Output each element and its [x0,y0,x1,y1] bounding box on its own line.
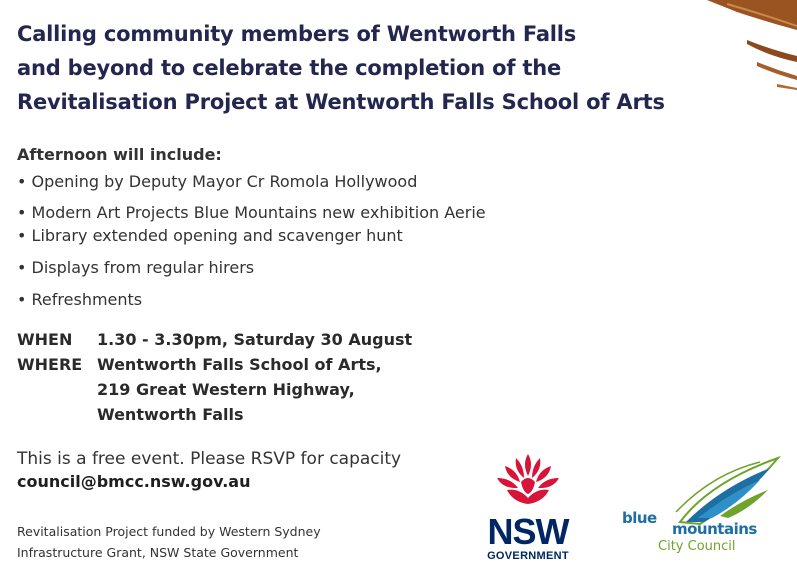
bmcc-word-mountains: mountains [672,520,757,538]
where-row [17,352,412,377]
funding-line-1: Revitalisation Project funded by Western Sydney [17,524,321,539]
activity-list [17,170,486,312]
list-item: • Opening by Deputy Mayor Cr Romola Hollywood [17,170,486,194]
afternoon-intro: Afternoon will include: [17,145,222,164]
nsw-government-logo [476,452,580,570]
list-item: • Library extended opening and scavenger hunt [17,224,486,248]
waratah-icon [493,452,563,510]
when-label: WHEN [17,330,73,349]
heading-line-1: Calling community members of Wentworth Falls [17,22,577,46]
when-row [17,327,412,352]
nsw-government-label: GOVERNMENT [487,550,569,562]
funding-note [17,521,321,563]
heading-line-3: Revitalisation Project at Wentworth Falls School of Arts [17,90,665,114]
list-item: • Modern Art Projects Blue Mountains new exhibition Aerie [17,202,486,224]
rsvp-email-link[interactable]: council@bmcc.nsw.gov.au [17,472,251,491]
where-row-3 [17,402,412,427]
rsvp-text: This is a free event. Please RSVP for capacity [17,449,402,469]
blue-mountains-city-council-logo [620,452,785,567]
list-item: • Refreshments [17,288,486,312]
bmcc-word-blue: blue [622,509,657,527]
list-item: • Displays from regular hirers [17,256,486,280]
where-line-3: Wentworth Falls [97,405,244,424]
when-value: 1.30 - 3.30pm, Saturday 30 August [97,330,413,349]
funding-line-2: Infrastructure Grant, NSW State Government [17,545,299,560]
where-line-2: 219 Great Western Highway, [97,380,355,399]
event-details [17,327,412,427]
heading-line-2: and beyond to celebrate the completion of the [17,56,562,80]
bmcc-word-city-council: City Council [658,539,736,554]
where-label: WHERE [17,355,83,374]
where-row-2 [17,377,412,402]
nsw-wordmark: NSW [487,511,569,552]
event-heading [17,17,717,119]
where-line-1: Wentworth Falls School of Arts, [97,355,382,374]
